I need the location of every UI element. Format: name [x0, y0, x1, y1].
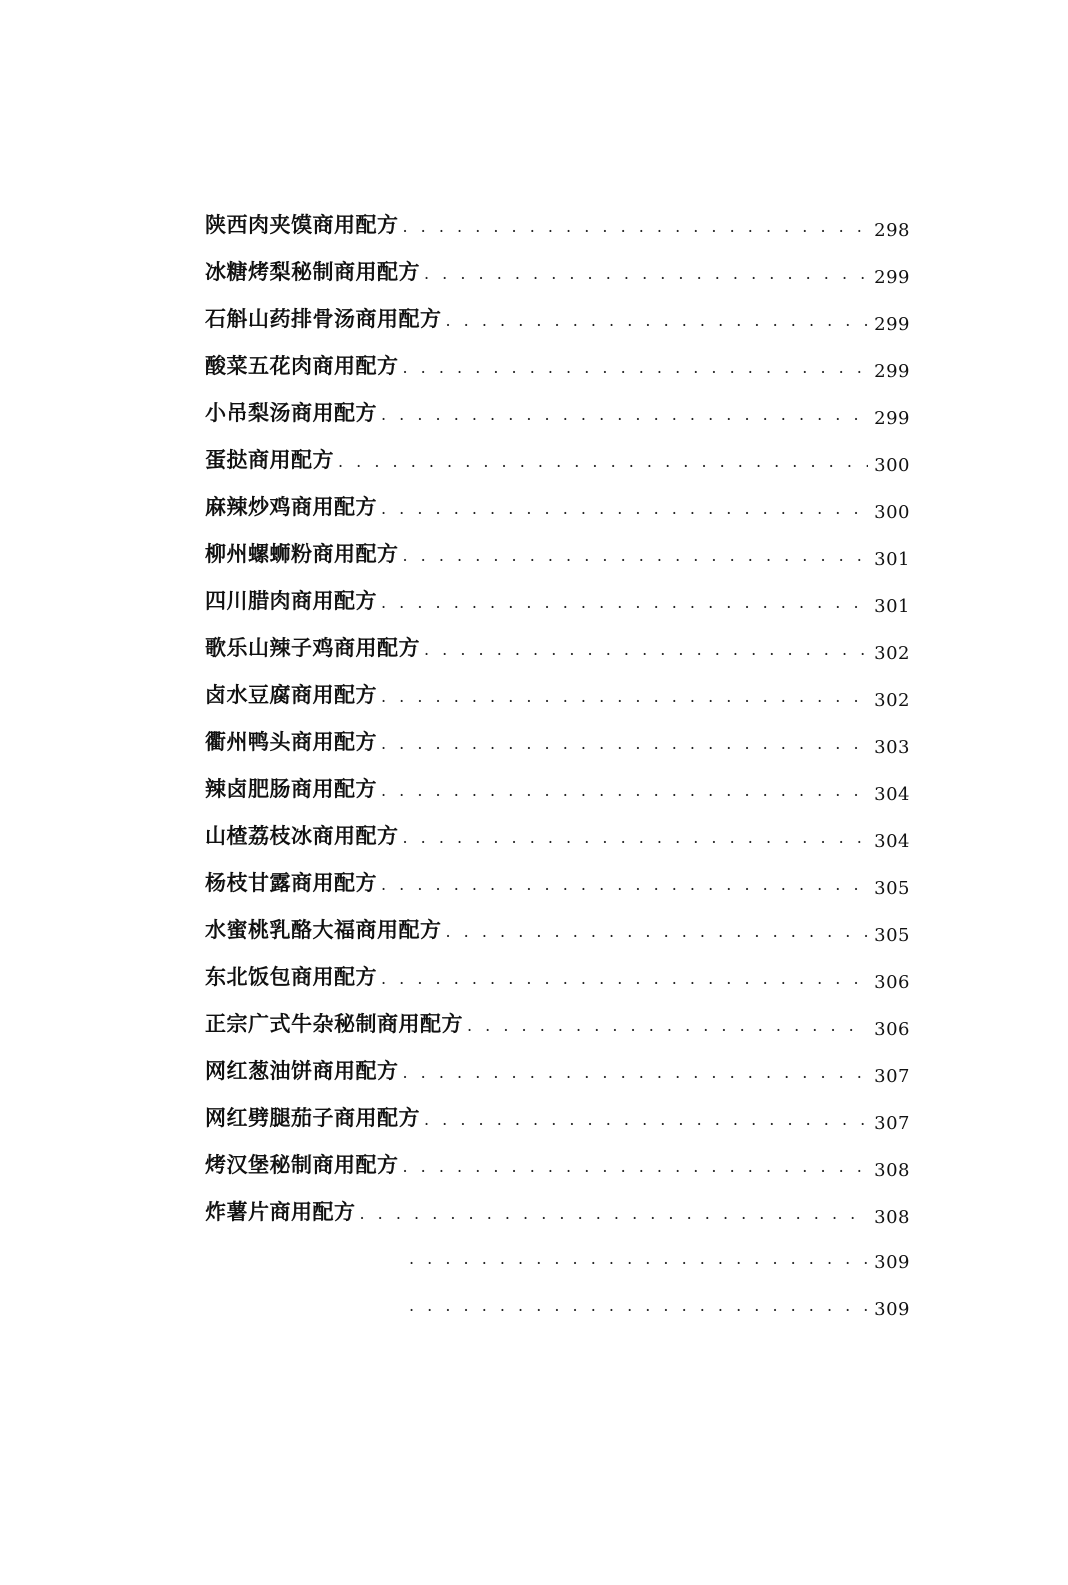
- toc-dot-leader: [381, 494, 868, 524]
- toc-entry: [205, 821, 910, 868]
- toc-entry: [205, 1197, 910, 1244]
- toc-entry-title: 小吊梨汤商用配方: [205, 400, 377, 425]
- toc-entry: [205, 351, 910, 398]
- toc-entry-title: 网红葱油饼商用配方: [205, 1058, 399, 1083]
- toc-entry: [205, 1009, 910, 1056]
- toc-entry-title: 烤汉堡秘制商用配方: [205, 1152, 399, 1177]
- toc-page-number: 302: [874, 643, 910, 664]
- toc-page-number: 309: [874, 1252, 910, 1273]
- toc-dot-leader: [403, 541, 869, 571]
- toc-page-number: 305: [874, 925, 910, 946]
- toc-dot-leader: [381, 682, 868, 712]
- toc-dot-leader: [338, 447, 868, 477]
- toc-page-number: 307: [874, 1113, 910, 1134]
- toc-entry: [205, 210, 910, 257]
- toc-entry-title: 柳州螺蛳粉商用配方: [205, 541, 399, 566]
- toc-page-number: 300: [874, 502, 910, 523]
- toc-entry-title: 正宗广式牛杂秘制商用配方: [205, 1011, 463, 1036]
- toc-page-number: 299: [874, 267, 910, 288]
- toc-entry-title: 酸菜五花肉商用配方: [205, 353, 399, 378]
- toc-dot-leader: [381, 870, 868, 900]
- toc-entry-title: 炸薯片商用配方: [205, 1199, 356, 1224]
- toc-entry-title: 陕西肉夹馍商用配方: [205, 212, 399, 237]
- toc-page-number: 299: [874, 361, 910, 382]
- toc-page-number: 299: [874, 314, 910, 335]
- toc-page-number: 308: [874, 1160, 910, 1181]
- toc-entry: [205, 398, 910, 445]
- toc-page-number: 305: [874, 878, 910, 899]
- toc-entry-title: 东北饭包商用配方: [205, 964, 377, 989]
- toc-entry-title: 蛋挞商用配方: [205, 447, 334, 472]
- toc-dot-leader: [446, 306, 869, 336]
- toc-page-number: 301: [874, 549, 910, 570]
- toc-dot-leader: [403, 1152, 869, 1182]
- toc-dot-leader: [360, 1199, 869, 1229]
- toc-entry: [205, 1150, 910, 1197]
- toc-dot-leader: [381, 400, 868, 430]
- toc-entry: [205, 1103, 910, 1150]
- toc-page-number: 309: [874, 1299, 910, 1320]
- toc-entry: [205, 962, 910, 1009]
- toc-entry-title: 衢州鸭头商用配方: [205, 729, 377, 754]
- toc-dot-leader: [424, 259, 868, 289]
- toc-entry: [205, 492, 910, 539]
- toc-entry-title: 石斛山药排骨汤商用配方: [205, 306, 442, 331]
- toc-entry: [205, 868, 910, 915]
- toc-entry: [205, 304, 910, 351]
- toc-dot-leader: [381, 776, 868, 806]
- toc-dot-leader: [381, 964, 868, 994]
- table-of-contents: [205, 210, 910, 1338]
- toc-dot-leader: [381, 588, 868, 618]
- toc-entry-title: 杨枝甘露商用配方: [205, 870, 377, 895]
- toc-dot-leader: [467, 1011, 868, 1041]
- toc-page-number: 306: [874, 1019, 910, 1040]
- toc-entry-title: 冰糖烤梨秘制商用配方: [205, 259, 420, 284]
- toc-page-number: 302: [874, 690, 910, 711]
- toc-page-number: 308: [874, 1207, 910, 1228]
- toc-entry-title: 水蜜桃乳酪大福商用配方: [205, 917, 442, 942]
- toc-entry: [205, 257, 910, 304]
- toc-entry-title: 四川腊肉商用配方: [205, 588, 377, 613]
- toc-page-number: 304: [874, 784, 910, 805]
- toc-entry: [205, 539, 910, 586]
- toc-entry: [205, 1291, 910, 1338]
- toc-page-number: 301: [874, 596, 910, 617]
- toc-page-number: 299: [874, 408, 910, 429]
- toc-page-number: 304: [874, 831, 910, 852]
- toc-dot-leader: [424, 1105, 868, 1135]
- toc-entry-title: 辣卤肥肠商用配方: [205, 776, 377, 801]
- toc-page-number: 306: [874, 972, 910, 993]
- toc-page-number: 303: [874, 737, 910, 758]
- toc-dot-leader: [446, 917, 869, 947]
- toc-entry: [205, 680, 910, 727]
- toc-entry-title: 歌乐山辣子鸡商用配方: [205, 635, 420, 660]
- toc-dot-leader: [409, 1291, 868, 1321]
- toc-entry: [205, 727, 910, 774]
- toc-dot-leader: [403, 353, 869, 383]
- toc-entry-title: 卤水豆腐商用配方: [205, 682, 377, 707]
- toc-entry: [205, 445, 910, 492]
- toc-page-number: 300: [874, 455, 910, 476]
- toc-entry: [205, 774, 910, 821]
- toc-entry: [205, 586, 910, 633]
- toc-dot-leader: [403, 823, 869, 853]
- toc-dot-leader: [403, 212, 869, 242]
- toc-entry-title: 麻辣炒鸡商用配方: [205, 494, 377, 519]
- toc-entry: [205, 1244, 910, 1291]
- toc-entry: [205, 1056, 910, 1103]
- toc-entry: [205, 915, 910, 962]
- toc-entry: [205, 633, 910, 680]
- toc-page-number: 307: [874, 1066, 910, 1087]
- toc-entry-title: 山楂荔枝冰商用配方: [205, 823, 399, 848]
- toc-dot-leader: [409, 1244, 868, 1274]
- toc-entry-title: 网红劈腿茄子商用配方: [205, 1105, 420, 1130]
- toc-dot-leader: [424, 635, 868, 665]
- toc-dot-leader: [403, 1058, 869, 1088]
- toc-page-number: 298: [874, 220, 910, 241]
- toc-dot-leader: [381, 729, 868, 759]
